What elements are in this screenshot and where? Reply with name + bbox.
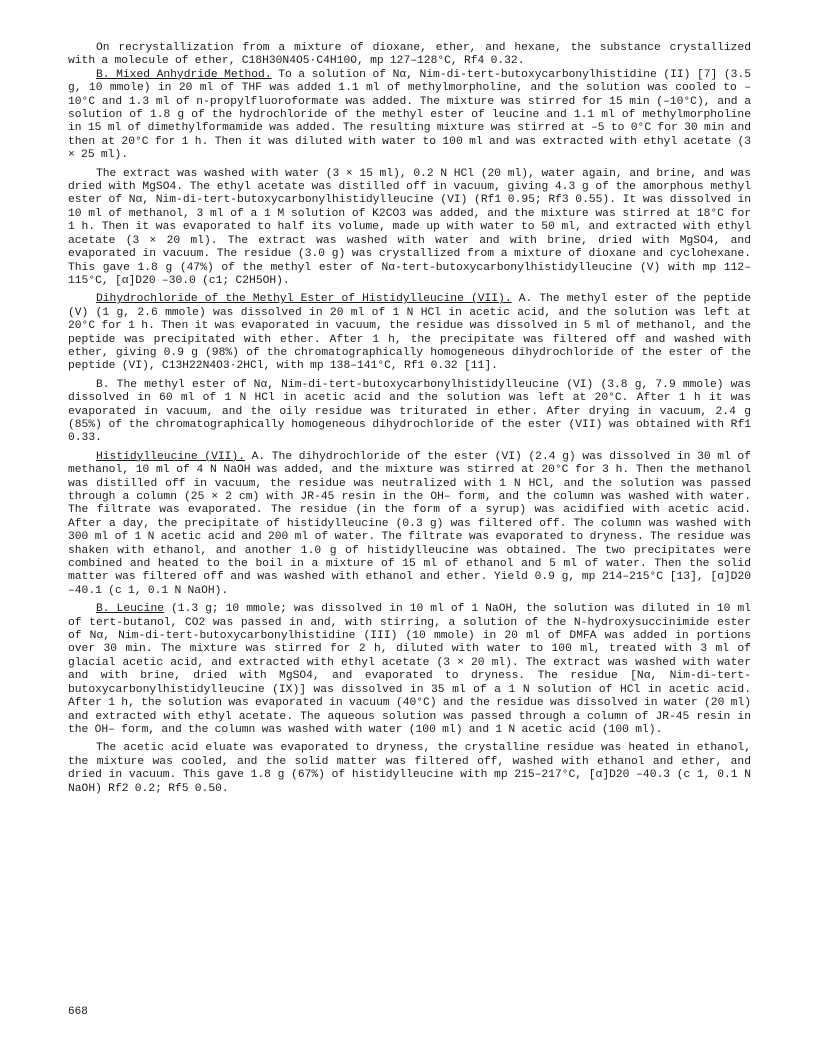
paragraph-text: A. The dihydrochloride of the ester (VI) (2.4 g) was dissolved in 30 ml of methanol, 10 ml of 4 N NaOH was added, and the mixture was stirred at 20°C for 3 h. Then the methanol was distilled off in vacuum, the residue was neutralized with 1 N HCl, and the solution was passed through a column (25 × 2 cm) with JR-45 resin in the OH– form, and the column was washed with water. The filtrate was evaporated. The residue (in the form of a syrup) was acidified with acetic acid. After a day, the precipitate of histidylleucine (0.3 g) was filtered off. The column was washed with 300 ml of 1 N acetic acid and 200 ml of water. The filtrate was evaporated to dryness. The residue was shaken with ethanol, and another 1.0 g of histidylleucine was obtained. The two precipitates were combined and heated to the boil in a mixture of 15 ml of ethanol and 5 ml of water. Then the solid matter was filtered off and was washed with ethanol and ether. Yield 0.9 g, mp 214–215°C [13], [α]D20 –40.1 (c 1, 0.1 N NaOH). (68, 450, 751, 597)
paragraph-dihydrochloride-a (68, 293, 751, 373)
paragraph-text: A. The methyl ester of the peptide (V) (1 g, 2.6 mmole) was dissolved in 20 ml of 1 N HCl in acetic acid, and the solution was left at 20°C for 1 h. Then it was evaporated in vacuum, the residue was dissolved in 5 ml of methanol, and the peptide was precipitated with ether. After 1 h, the precipitate was filtered off and washed with ether, giving 0.9 g (98%) of the chromatographically homogeneous dihydrochloride of the ester of the peptide (VI), C13H22N4O3·2HCl, with mp 138–141°C, Rf1 0.32 [11]. (68, 293, 751, 373)
page-number: 668 (68, 1006, 88, 1018)
paragraph-mixed-anhydride (68, 69, 751, 163)
page-body (68, 42, 751, 796)
section-heading: B. Mixed Anhydride Method. (96, 68, 272, 81)
paragraph-dihydrochloride-b (68, 379, 751, 446)
paragraph-extract-washing (68, 168, 751, 289)
paragraph-text: To a solution of Nα, Nim-di-tert-butoxycarbonylhistidine (II) [7] (3.5 g, 10 mmole) in 20 ml of THF was added 1.1 ml of methylmorpholine, and the solution was cooled to –10°C and 1.3 ml of n-propylfluoroformate was added. The mixture was stirred for 15 min (–10°C), and a solution of 1.8 g of the hydrochloride of the methyl ester of leucine and 1.1 ml of methylmorpholine in 15 ml of dimethylformamide was added. The resulting mixture was stirred at –5 to 0°C for 30 min and then at 20°C for 1 h. Then it was diluted with water to 100 ml and was extracted with ethyl acetate (3 × 25 ml). (68, 68, 752, 162)
paragraph-leucine-b (68, 603, 751, 737)
paragraph-histidylleucine-a (68, 451, 751, 598)
paragraph-text: The acetic acid eluate was evaporated to dryness, the crystalline residue was heated in ethanol, the mixture was cooled, and the solid matter was filtered off, washed with ethanol and ether, and dried in vacuum. This gave 1.8 g (67%) of histidylleucine with mp 215–217°C, [α]D20 –40.3 (c 1, 0.1 N NaOH) Rf2 0.2; Rf5 0.50. (68, 742, 751, 795)
paragraph-acetic-acid-eluate (68, 742, 751, 796)
paragraph-text: (1.3 g; 10 mmole; was dissolved in 10 ml of 1 NaOH, the solution was diluted in 10 ml of tert-butanol, CO2 was passed in and, with stirring, a solution of the N-hydroxysuccinimide ester of Nα, Nim-di-tert-butoxycarbonylhistidine (III) (10 mmole) in 20 ml of DMFA was added in portions over 30 min. The mixture was stirred for 2 h, diluted with water to 100 ml, treated with 3 ml of glacial acetic acid, and extracted with ethyl acetate (3 × 20 ml). The extract was washed with water and with brine, dried with MgSO4, and evaporated to dryness. The residue [Nα, Nim-di-tert-butoxycarbonylhistidylleucine (IX)] was dissolved in 35 ml of a 1 N solution of HCl in acetic acid. After 1 h, the solution was evaporated in vacuum (40°C) and the residue was dissolved in water (20 ml) and extracted with ethyl acetate. The aqueous solution was passed through a column of JR-45 resin in the OH– form, and the column was washed with water (100 ml) and 1 N acetic acid (100 ml). (68, 603, 752, 736)
paragraph-recrystallization (68, 42, 751, 69)
section-heading: Histidylleucine (VII). (96, 450, 245, 463)
paragraph-text: The extract was washed with water (3 × 15 ml), 0.2 N HCl (20 ml), water again, and brine, and was dried with MgSO4. The ethyl acetate was distilled off in vacuum, giving 4.3 g of the amorphous methyl ester of Nα, Nim-di-tert-butoxycarbonylhistidylleucine (VI) (Rf1 0.95; Rf3 0.55). It was dissolved in 10 ml of methanol, 3 ml of a 1 M solution of K2CO3 was added, and the mixture was stirred at 18°C for 1 h. Then it was evaporated to half its volume, made up with water to 50 ml, and extracted with ethyl acetate (3 × 20 ml). The extract was washed with water and with brine, dried with MgSO4, and evaporated in vacuum. The residue (3.0 g) was crystallized from a mixture of dioxane and cyclohexane. This gave 1.8 g (47%) of the methyl ester of Nα-tert-butoxycarbonylhistidylleucine (V) with mp 112–115°C, [α]D20 –30.0 (c1; C2H5OH). (68, 167, 751, 287)
section-heading: Dihydrochloride of the Methyl Ester of Histidylleucine (VII). (96, 293, 512, 306)
section-heading: B. Leucine (96, 603, 165, 616)
paragraph-text: B. The methyl ester of Nα, Nim-di-tert-butoxycarbonylhistidylleucine (VI) (3.8 g, 7.9 mmole) was dissolved in 60 ml of 1 N HCl in acetic acid and the solution was left at 20°C. After 1 h it was evaporated in vacuum, and the oily residue was triturated in ether. After drying in vacuum, 2.4 g (85%) of the chromatographically homogeneous dihydrochloride of the ester (VII) was obtained with Rf1 0.33. (68, 378, 751, 445)
paragraph-text: On recrystallization from a mixture of dioxane, ether, and hexane, the substance crystallized with a molecule of ether, C18H30N4O5·C4H10O, mp 127–128°C, Rf4 0.32. (68, 42, 751, 68)
